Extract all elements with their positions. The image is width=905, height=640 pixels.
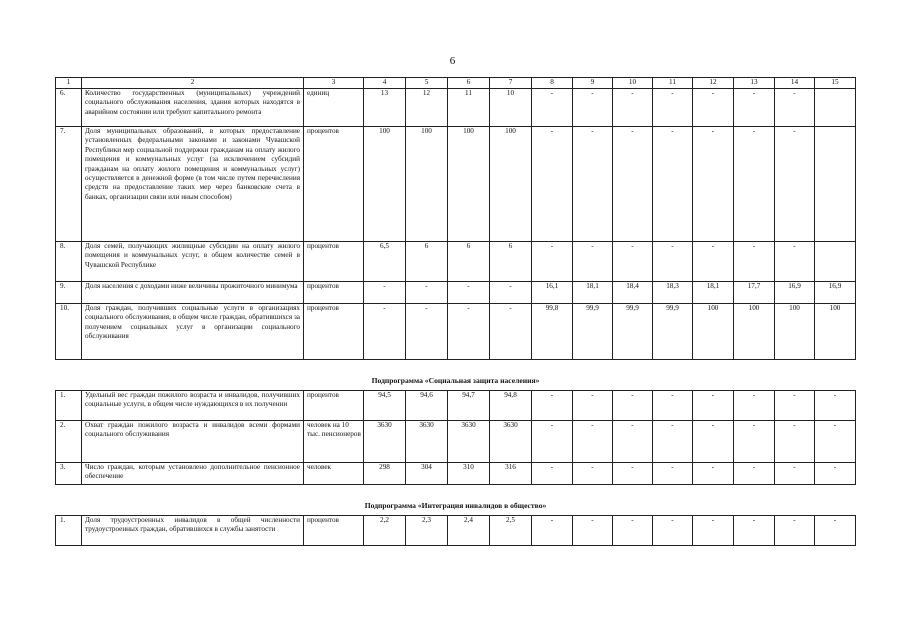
value-cell: 16,9: [775, 282, 815, 304]
column-number: 4: [364, 78, 406, 89]
value-cell: -: [734, 127, 775, 242]
unit-cell: единиц: [304, 89, 364, 127]
value-cell: -: [364, 282, 406, 304]
value-cell: 16,1: [532, 282, 573, 304]
value-cell: 100: [815, 304, 856, 360]
unit-cell: процентов: [304, 127, 364, 242]
value-cell: 3630: [448, 421, 490, 463]
value-cell: -: [532, 391, 573, 421]
table-row: [56, 242, 856, 282]
column-number: 10: [613, 78, 653, 89]
value-cell: -: [406, 304, 448, 360]
column-number: 11: [653, 78, 693, 89]
value-cell: [815, 127, 856, 242]
value-cell: -: [573, 89, 613, 127]
value-cell: 99,9: [613, 304, 653, 360]
value-cell: -: [532, 516, 573, 546]
value-cell: 18,1: [573, 282, 613, 304]
value-cell: 18,1: [693, 282, 734, 304]
value-cell: 99,9: [653, 304, 693, 360]
value-cell: -: [775, 242, 815, 282]
value-cell: 6,5: [364, 242, 406, 282]
value-cell: -: [653, 421, 693, 463]
value-cell: 94,6: [406, 391, 448, 421]
value-cell: -: [775, 463, 815, 485]
value-cell: -: [815, 421, 856, 463]
subprogram-title-row: [56, 372, 856, 391]
value-cell: -: [613, 127, 653, 242]
table-row: [56, 304, 856, 360]
subprogram-title-row: [56, 497, 856, 516]
value-cell: -: [734, 391, 775, 421]
value-cell: 298: [364, 463, 406, 485]
page-number: 6: [449, 55, 456, 67]
value-cell: 11: [448, 89, 490, 127]
value-cell: 3630: [406, 421, 448, 463]
value-cell: 18,4: [613, 282, 653, 304]
section-spacer: [56, 360, 856, 373]
value-cell: -: [693, 391, 734, 421]
column-number: 1: [56, 78, 82, 89]
indicator-name: Доля семей, получающих жилищные субсидии на оплату жилого помещения и коммунальных услуг, в общем количестве семей в Чувашской Республике: [82, 242, 304, 282]
indicator-name: Удельный вес граждан пожилого возраста и инвалидов, получивших социальные услуги, в общем числе нуждающихся в их получении: [82, 391, 304, 421]
row-number: 1.: [56, 516, 82, 546]
value-cell: -: [775, 516, 815, 546]
value-cell: [815, 89, 856, 127]
value-cell: 304: [406, 463, 448, 485]
value-cell: -: [653, 463, 693, 485]
value-cell: -: [693, 463, 734, 485]
value-cell: 3630: [364, 421, 406, 463]
unit-cell: процентов: [304, 391, 364, 421]
value-cell: 2,3: [406, 516, 448, 546]
value-cell: -: [775, 391, 815, 421]
value-cell: -: [775, 127, 815, 242]
value-cell: -: [693, 127, 734, 242]
value-cell: -: [815, 516, 856, 546]
row-number: 7.: [56, 127, 82, 242]
value-cell: 94,7: [448, 391, 490, 421]
value-cell: -: [532, 127, 573, 242]
value-cell: -: [653, 89, 693, 127]
value-cell: 100: [406, 127, 448, 242]
value-cell: 18,3: [653, 282, 693, 304]
indicators-table: [55, 77, 856, 546]
value-cell: -: [364, 304, 406, 360]
column-number: 15: [815, 78, 856, 89]
value-cell: 310: [448, 463, 490, 485]
row-number: 10.: [56, 304, 82, 360]
value-cell: 99,9: [573, 304, 613, 360]
column-number: 9: [573, 78, 613, 89]
row-number: 1.: [56, 391, 82, 421]
value-cell: -: [532, 242, 573, 282]
row-number: 9.: [56, 282, 82, 304]
value-cell: -: [693, 89, 734, 127]
value-cell: -: [573, 421, 613, 463]
value-cell: -: [573, 242, 613, 282]
table-row: [56, 127, 856, 242]
value-cell: 6: [448, 242, 490, 282]
column-number-row: [56, 78, 856, 89]
value-cell: 94,8: [490, 391, 532, 421]
value-cell: -: [573, 463, 613, 485]
value-cell: -: [490, 282, 532, 304]
table-row: [56, 89, 856, 127]
row-number: 6.: [56, 89, 82, 127]
value-cell: -: [448, 304, 490, 360]
value-cell: -: [815, 391, 856, 421]
value-cell: -: [653, 516, 693, 546]
unit-cell: процентов: [304, 516, 364, 546]
value-cell: 6: [406, 242, 448, 282]
value-cell: 3630: [490, 421, 532, 463]
value-cell: 2,5: [490, 516, 532, 546]
indicator-name: Доля муниципальных образований, в которых предоставление установленных федеральными законами и законами Чувашской Республики мер социальной поддержки гражданам на оплату жилого помещения и коммунальных услуг (за исключением субсидий гражданам на оплату жилого помещения и коммунальных услуг) осуществляется в денежной форме (в том числе путем перечисления средств на предоставление таких мер через банковские счета в банках, организации связи или иным способом): [82, 127, 304, 242]
table-row: [56, 282, 856, 304]
value-cell: 100: [775, 304, 815, 360]
unit-cell: процентов: [304, 242, 364, 282]
value-cell: -: [613, 242, 653, 282]
table-row: [56, 516, 856, 546]
column-number: 14: [775, 78, 815, 89]
indicator-name: Доля населения с доходами ниже величины прожиточного минимума: [82, 282, 304, 304]
value-cell: [815, 242, 856, 282]
value-cell: -: [532, 421, 573, 463]
value-cell: -: [693, 242, 734, 282]
value-cell: 316: [490, 463, 532, 485]
value-cell: 12: [406, 89, 448, 127]
value-cell: -: [693, 516, 734, 546]
value-cell: -: [653, 391, 693, 421]
value-cell: -: [653, 127, 693, 242]
value-cell: 94,5: [364, 391, 406, 421]
unit-cell: человек: [304, 463, 364, 485]
value-cell: 100: [693, 304, 734, 360]
value-cell: -: [613, 463, 653, 485]
value-cell: -: [775, 89, 815, 127]
value-cell: -: [448, 282, 490, 304]
value-cell: 2,2: [364, 516, 406, 546]
value-cell: -: [613, 516, 653, 546]
column-number: 7: [490, 78, 532, 89]
indicator-name: Число граждан, которым установлено дополнительное пенсионное обеспечение: [82, 463, 304, 485]
value-cell: 17,7: [734, 282, 775, 304]
value-cell: 100: [490, 127, 532, 242]
value-cell: -: [613, 89, 653, 127]
value-cell: 6: [490, 242, 532, 282]
value-cell: 2,4: [448, 516, 490, 546]
value-cell: -: [734, 421, 775, 463]
column-number: 5: [406, 78, 448, 89]
value-cell: -: [532, 89, 573, 127]
table-row: [56, 463, 856, 485]
indicator-name: Охват граждан пожилого возраста и инвалидов всеми формами социального обслуживания: [82, 421, 304, 463]
value-cell: -: [775, 421, 815, 463]
value-cell: -: [734, 89, 775, 127]
value-cell: -: [490, 304, 532, 360]
indicator-name: Количество государственных (муниципальных) учреждений социального обслуживания населения, здания которых находятся в аварийном состоянии или требуют капитального ремонта: [82, 89, 304, 127]
column-number: 2: [82, 78, 304, 89]
value-cell: -: [815, 463, 856, 485]
value-cell: -: [613, 391, 653, 421]
column-number: 3: [304, 78, 364, 89]
unit-cell: человек на 10 тыс. пенсионеров: [304, 421, 364, 463]
value-cell: -: [573, 516, 613, 546]
value-cell: -: [532, 463, 573, 485]
value-cell: 16,9: [815, 282, 856, 304]
value-cell: 10: [490, 89, 532, 127]
value-cell: -: [734, 242, 775, 282]
row-number: 2.: [56, 421, 82, 463]
value-cell: 100: [364, 127, 406, 242]
value-cell: -: [734, 463, 775, 485]
column-number: 13: [734, 78, 775, 89]
row-number: 3.: [56, 463, 82, 485]
table-row: [56, 391, 856, 421]
value-cell: -: [573, 391, 613, 421]
value-cell: -: [406, 282, 448, 304]
row-number: 8.: [56, 242, 82, 282]
unit-cell: процентов: [304, 282, 364, 304]
value-cell: -: [573, 127, 613, 242]
section-spacer: [56, 485, 856, 498]
column-number: 6: [448, 78, 490, 89]
subprogram-title: Подпрограмма «Социальная защита населения»: [56, 372, 856, 391]
value-cell: -: [653, 242, 693, 282]
value-cell: 100: [734, 304, 775, 360]
value-cell: 13: [364, 89, 406, 127]
value-cell: -: [734, 516, 775, 546]
column-number: 12: [693, 78, 734, 89]
column-number: 8: [532, 78, 573, 89]
subprogram-title: Подпрограмма «Интеграция инвалидов в общество»: [56, 497, 856, 516]
table-row: [56, 421, 856, 463]
indicator-name: Доля граждан, получивших социальные услуги в организациях социального обслуживания, в общем числе граждан, обратившихся за получением социальных услуг в организации социального обслуживания: [82, 304, 304, 360]
indicator-name: Доля трудоустроенных инвалидов в общей численности трудоустроенных граждан, обратившихся в службы занятости: [82, 516, 304, 546]
value-cell: 100: [448, 127, 490, 242]
value-cell: -: [613, 421, 653, 463]
value-cell: -: [693, 421, 734, 463]
value-cell: 99,8: [532, 304, 573, 360]
unit-cell: процентов: [304, 304, 364, 360]
